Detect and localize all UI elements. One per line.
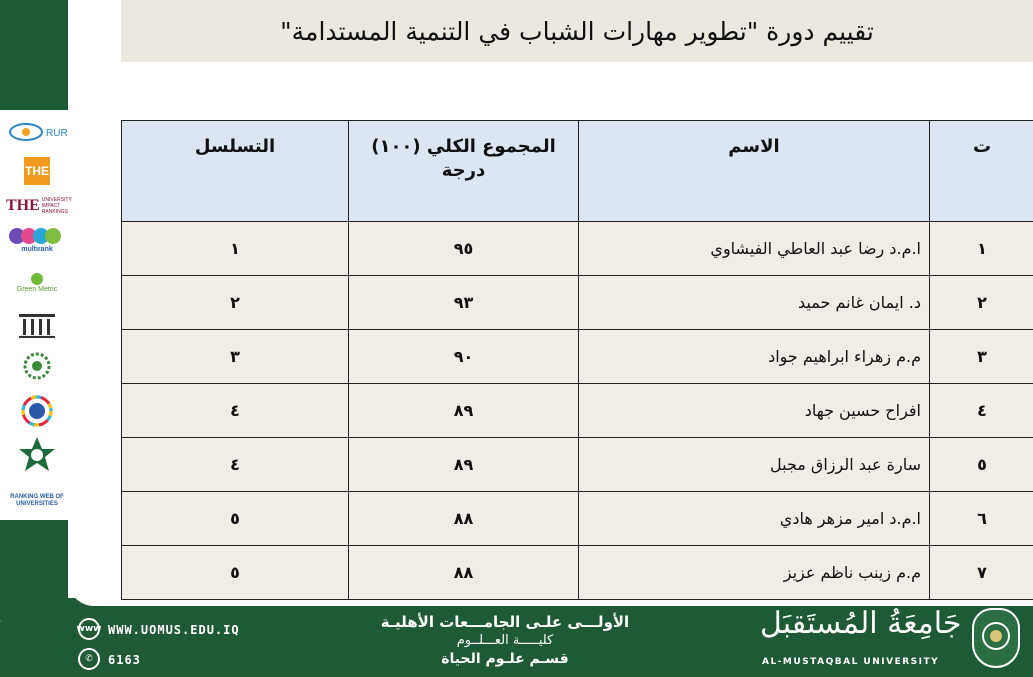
cell-index: ٧: [930, 546, 1033, 600]
cell-name: سارة عبد الرزاق مجبل: [579, 438, 930, 492]
cell-name: ا.م.د امير مزهر هادي: [579, 492, 930, 546]
greenmetric-logo: [6, 264, 68, 300]
grades-table: [121, 120, 1033, 600]
header-total: [349, 121, 579, 222]
footer-website[interactable]: WWW.UOMUS.EDU.IQ: [108, 623, 240, 637]
cell-total: ٩٥: [349, 222, 579, 276]
table-row: [122, 384, 1033, 438]
laurel-wreath-icon: [20, 351, 54, 387]
table-row: [122, 276, 1033, 330]
cell-name: ا.م.د رضا عبد العاطي الفيشاوي: [579, 222, 930, 276]
globe-icon: [29, 272, 45, 286]
cell-name: م.م زينب ناظم عزيز: [579, 546, 930, 600]
footer-line1: الأولـــى علـى الجامـــعات الأهليـة: [380, 613, 630, 631]
cell-total: ٨٨: [349, 546, 579, 600]
university-name-english: AL-MUSTAQBAL UNIVERSITY: [762, 657, 940, 667]
footer-line3: قسـم علـوم الحياة: [441, 651, 569, 667]
cell-name: د. ايمان غانم حميد: [579, 276, 930, 330]
rur-eye-icon: [6, 118, 68, 146]
title-banner: [121, 0, 1033, 62]
cell-rank: ٥: [122, 546, 349, 600]
the-logo: [6, 156, 68, 186]
table-row: [122, 492, 1033, 546]
table-row: [122, 546, 1033, 600]
header-name: الاسم: [579, 121, 930, 222]
footer-phone: 6163: [108, 653, 141, 667]
the-label: THE: [24, 157, 50, 185]
star-emblem-icon: [17, 435, 57, 477]
arab-engineers-logo: [6, 434, 68, 478]
header-total-line1: المجموع الكلي (١٠٠): [371, 136, 556, 157]
greenmetric-label: Green Metric: [16, 285, 58, 293]
rur-label: RUR: [46, 128, 68, 139]
cell-total: ٨٩: [349, 384, 579, 438]
header-total-line2: درجة: [441, 160, 486, 181]
arab-ranking-logo: [6, 350, 68, 388]
frame-left-top: [0, 0, 68, 110]
table-header-row: [122, 121, 1033, 222]
cell-index: ٦: [930, 492, 1033, 546]
the-impact-mark: THE: [6, 197, 40, 214]
cell-index: ٣: [930, 330, 1033, 384]
cell-index: ١: [930, 222, 1033, 276]
the-impact-logo: [6, 194, 72, 218]
university-name-arabic: جَامِعَةُ المُستَقبَل: [760, 606, 962, 641]
table-row: [122, 222, 1033, 276]
multirank-label: multirank: [21, 245, 53, 253]
table-row: [122, 330, 1033, 384]
rur-logo: [6, 118, 68, 146]
webometrics-logo: [6, 490, 68, 512]
footer-line2: كليـــــة العـــلــوم: [456, 633, 554, 648]
sdg-wheel-icon: [20, 394, 54, 428]
cell-total: ٨٨: [349, 492, 579, 546]
cell-rank: ٤: [122, 384, 349, 438]
phone-icon: ✆: [78, 648, 100, 670]
table-row: [122, 438, 1033, 492]
multirank-circles-icon: [7, 226, 67, 246]
seal-inner-icon: [974, 610, 1018, 666]
header-index: ت: [930, 121, 1033, 222]
webometrics-label: RANKING WEB OF UNIVERSITIES: [10, 494, 64, 507]
cell-index: ٥: [930, 438, 1033, 492]
cell-rank: ٤: [122, 438, 349, 492]
cell-name: افراح حسين جهاد: [579, 384, 930, 438]
cell-rank: ١: [122, 222, 349, 276]
the-impact-label: UNIVERSITY IMPACT RANKINGS: [41, 197, 72, 215]
cell-total: ٩٠: [349, 330, 579, 384]
cell-rank: ٥: [122, 492, 349, 546]
sdg-logo: [6, 394, 68, 428]
building-pillars-icon: [17, 311, 57, 339]
cell-name: م.م زهراء ابراهيم جواد: [579, 330, 930, 384]
cell-total: ٨٩: [349, 438, 579, 492]
university-seal-icon: [972, 608, 1020, 668]
cell-rank: ٣: [122, 330, 349, 384]
header-rank: التسلسل: [122, 121, 349, 222]
cell-total: ٩٣: [349, 276, 579, 330]
multirank-logo: [6, 224, 68, 254]
page-title: تقييم دورة "تطوير مهارات الشباب في التنمية المستدامة": [280, 16, 874, 46]
cell-rank: ٢: [122, 276, 349, 330]
www-icon: www: [78, 618, 100, 640]
cell-index: ٤: [930, 384, 1033, 438]
cell-index: ٢: [930, 276, 1033, 330]
pillars-logo: [6, 310, 68, 340]
